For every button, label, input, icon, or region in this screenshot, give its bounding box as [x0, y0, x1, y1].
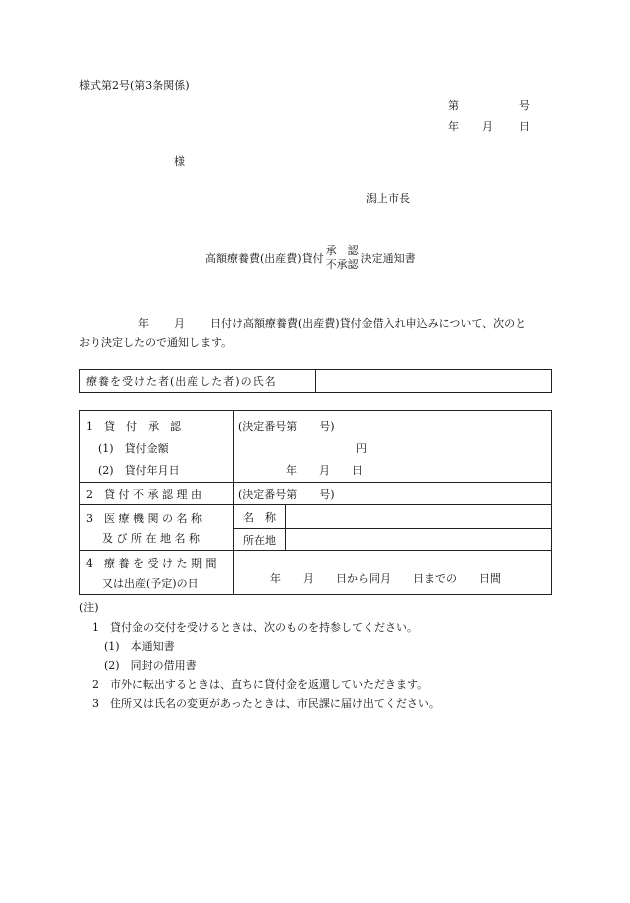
addressee-honorific: 様: [174, 155, 185, 168]
issue-date-day: 日: [519, 120, 530, 133]
row-treatment-period-value[interactable]: [234, 551, 552, 595]
institution-address-value[interactable]: [286, 529, 552, 551]
institution-name-label: 名 称: [234, 505, 286, 529]
body-month: 月: [174, 317, 185, 330]
title-suffix: 決定通知書: [360, 251, 416, 265]
document-number-prefix: 第: [448, 99, 459, 112]
note-item-3: 3 住所又は氏名の変更があったときは、市民課に届け出てください。: [92, 697, 440, 710]
rejection-decision-number: (決定番号第 号): [238, 487, 335, 501]
row-treatment-period-label: 4 療 養 を 受 け た 期 間 又は出産(予定)の日: [80, 551, 234, 595]
loan-date: 年 月 日: [286, 464, 363, 477]
issuer-name: 潟上市長: [366, 192, 410, 205]
patient-name-table: [79, 369, 552, 393]
note-item-1-sub-1: (1) 本通知書: [104, 640, 175, 653]
body-line-2: おり決定したので通知します。: [79, 336, 233, 349]
title-option-approve: 承 認: [325, 244, 359, 257]
issue-date-year: 年: [448, 120, 459, 133]
document-title: [205, 244, 416, 272]
patient-name-value[interactable]: [316, 370, 552, 393]
document-number-suffix: 号: [519, 99, 530, 112]
note-item-2: 2 市外に転出するときは、直ちに貸付金を返還していただきます。: [92, 678, 429, 691]
form-number: 様式第2号(第3条関係): [79, 79, 190, 92]
institution-name-value[interactable]: [286, 505, 552, 529]
notes-heading: (注): [79, 601, 99, 614]
note-item-1: 1 貸付金の交付を受けるときは、次のものを持参してください。: [92, 621, 418, 634]
issue-date-month: 月: [482, 120, 493, 133]
patient-name-label: 療養を受けた者(出産した者)の氏名: [80, 370, 316, 393]
institution-address-label: 所在地: [234, 529, 286, 551]
row-rejection-reason-label: 2 貸 付 不 承 認 理 由: [80, 483, 234, 505]
row-medical-institution-label: 3 医 療 機 関 の 名 称 及 び 所 在 地 名 称: [80, 505, 234, 551]
title-options: [326, 244, 359, 272]
row-loan-approval-label: 1 貸 付 承 認 (1) 貸付金額 (2) 貸付年月日: [80, 411, 234, 483]
row-loan-approval-value[interactable]: [234, 411, 552, 483]
treatment-period-text: 年 月 日から同月 日までの 日間: [270, 572, 501, 585]
note-item-1-sub-2: (2) 同封の借用書: [104, 659, 197, 672]
body-year: 年: [138, 317, 149, 330]
body-line-1: 日付け高額療養費(出産費)貸付金借入れ申込みについて、次のと: [210, 317, 527, 330]
loan-amount-unit: 円: [356, 442, 367, 455]
approval-decision-number: (決定番号第 号): [238, 420, 335, 433]
title-prefix: 高額療養費(出産費)貸付: [205, 251, 324, 265]
decision-table: [79, 410, 552, 595]
row-rejection-reason-value[interactable]: [234, 483, 552, 505]
title-option-reject: 不承認: [325, 258, 359, 271]
